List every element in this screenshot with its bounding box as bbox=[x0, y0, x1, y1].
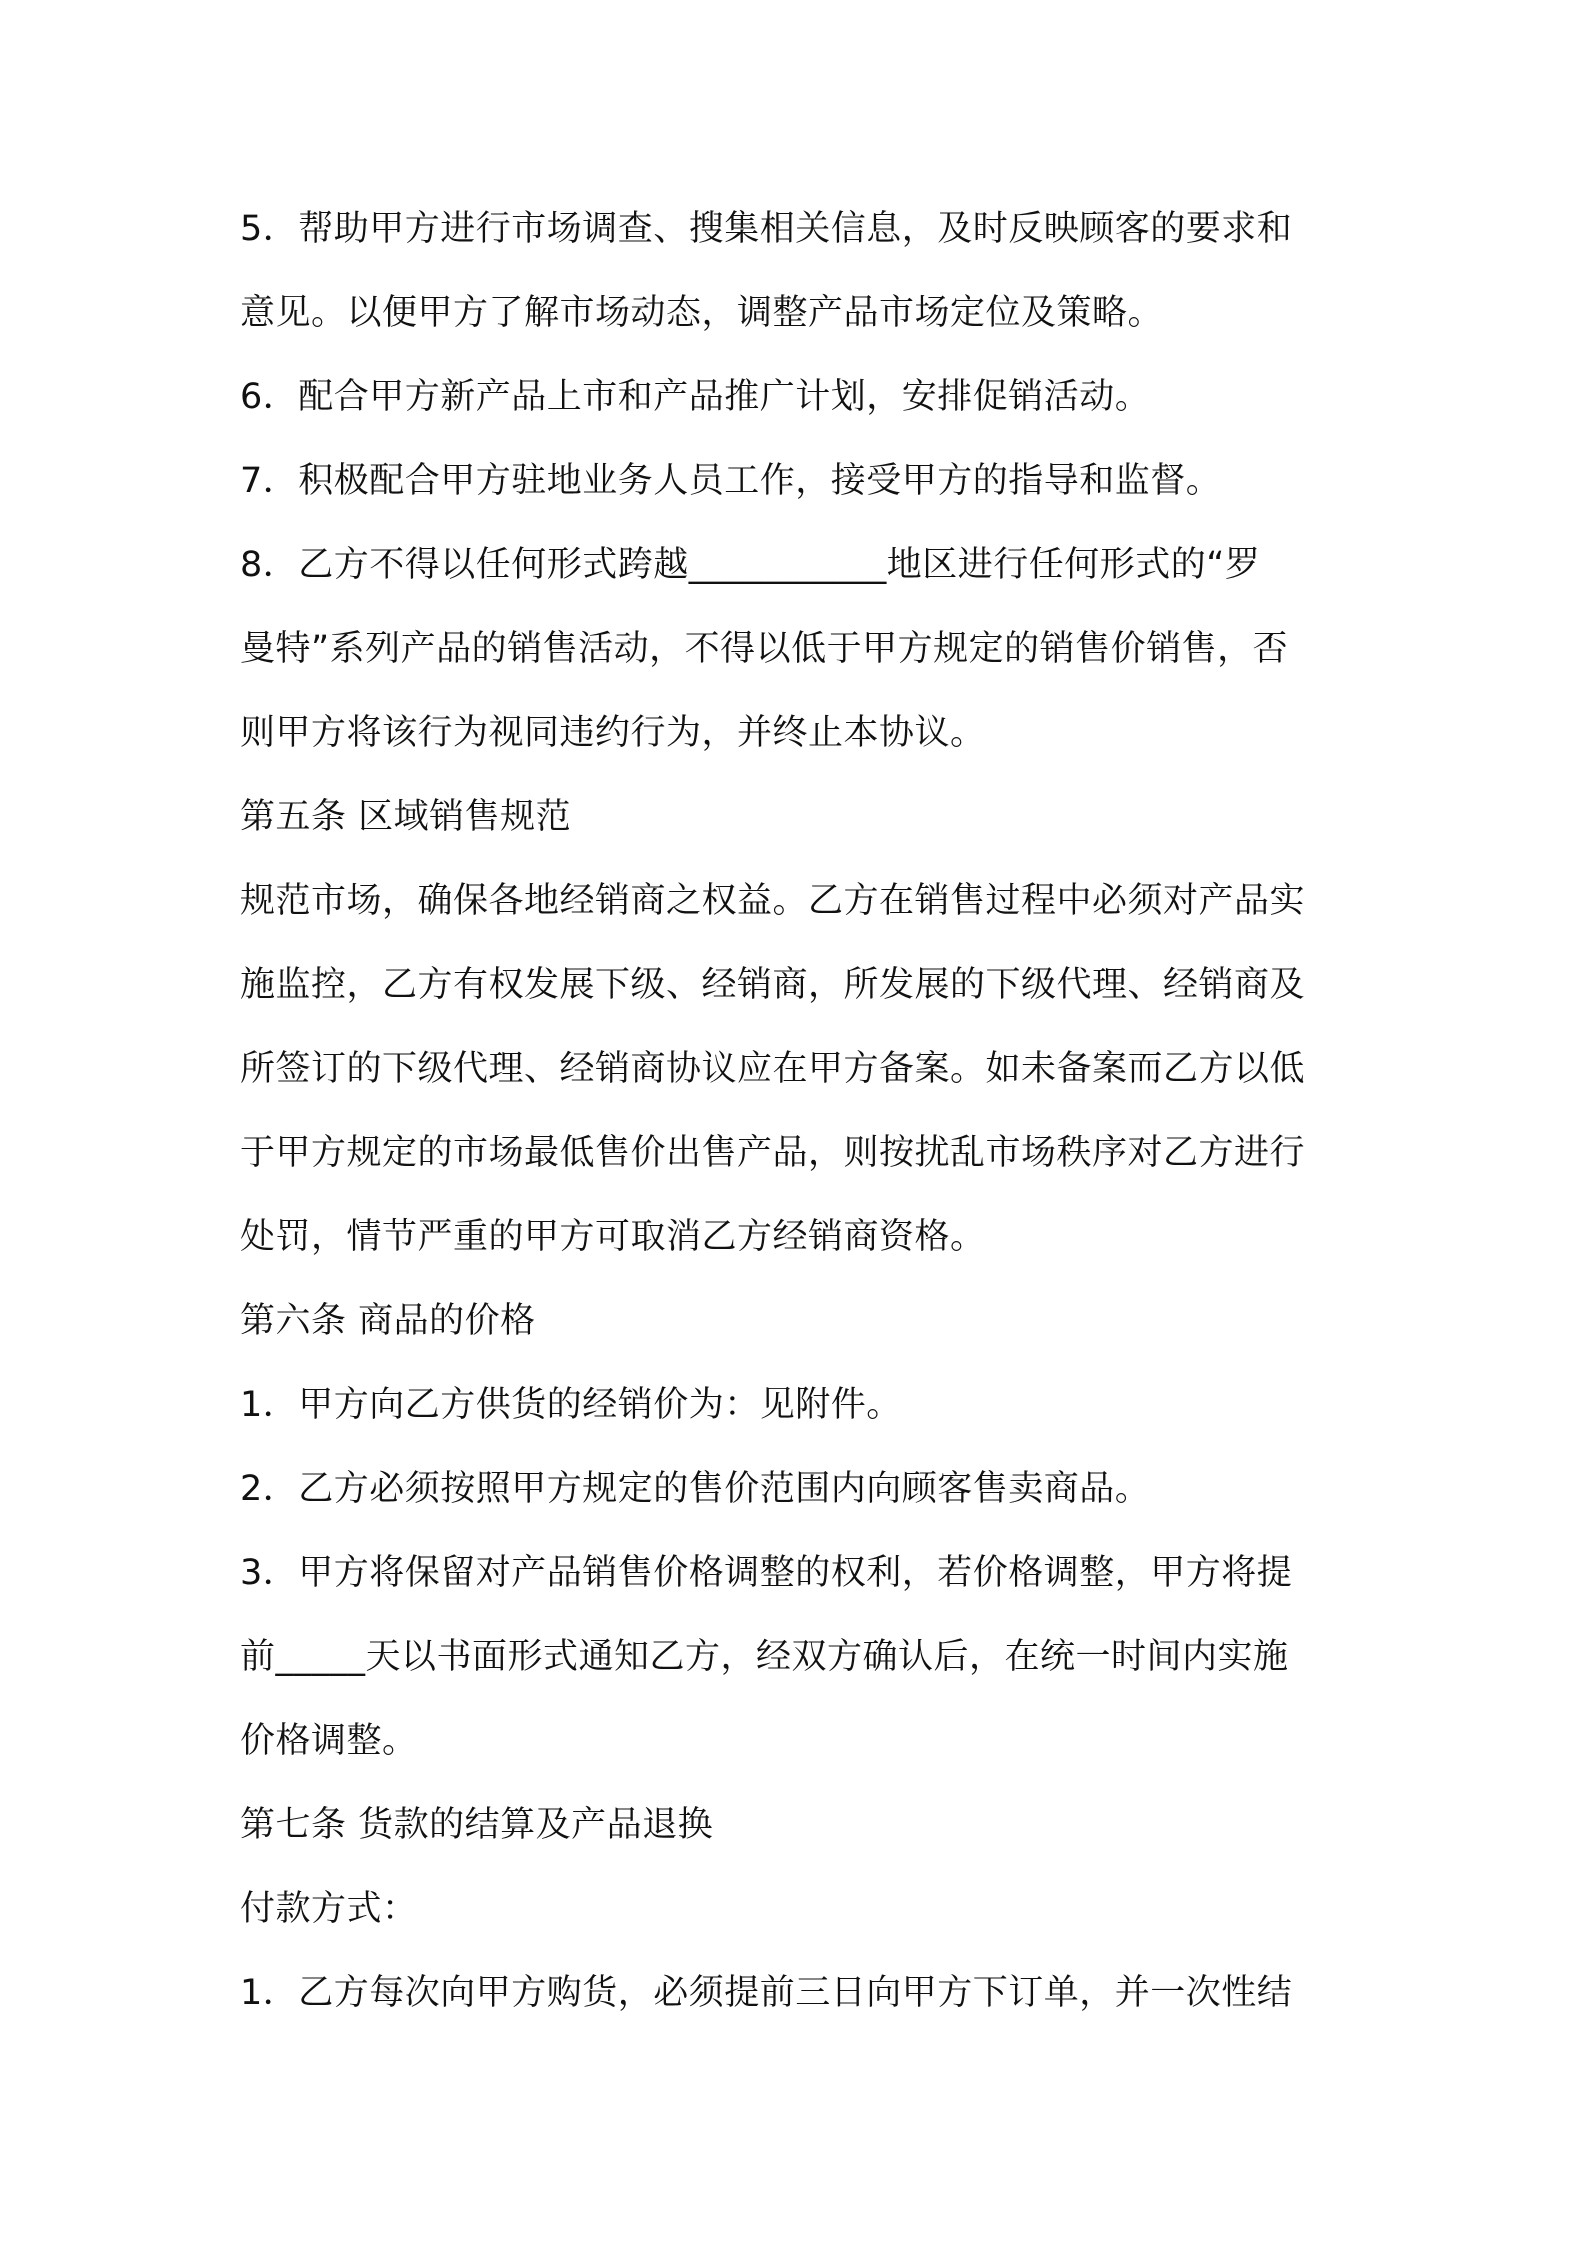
section-heading: 第五条 区域销售规范 bbox=[240, 797, 572, 837]
section-heading: 第六条 商品的价格 bbox=[240, 1301, 536, 1341]
section-heading: 第七条 货款的结算及产品退换 bbox=[240, 1805, 714, 1845]
text-line: 2．乙方必须按照甲方规定的售价范围内向顾客售卖商品。 bbox=[240, 1469, 1151, 1509]
text-line: 处罚，情节严重的甲方可取消乙方经销商资格。 bbox=[240, 1217, 986, 1257]
text-line: 7．积极配合甲方驻地业务人员工作，接受甲方的指导和监督。 bbox=[240, 461, 1222, 501]
text-line: 1．乙方每次向甲方购货，必须提前三日向甲方下订单，并一次性结 bbox=[240, 1973, 1293, 2013]
text-line: 意见。以便甲方了解市场动态，调整产品市场定位及策略。 bbox=[240, 293, 1164, 333]
text-line: 前_____天以书面形式通知乙方，经双方确认后，在统一时间内实施 bbox=[240, 1637, 1289, 1677]
text-line: 则甲方将该行为视同违约行为，并终止本协议。 bbox=[240, 713, 986, 753]
text-line: 于甲方规定的市场最低售价出售产品，则按扰乱市场秩序对乙方进行 bbox=[240, 1133, 1306, 1173]
text-line: 施监控，乙方有权发展下级、经销商，所发展的下级代理、经销商及 bbox=[240, 965, 1306, 1005]
text-line: 6．配合甲方新产品上市和产品推广计划，安排促销活动。 bbox=[240, 377, 1151, 417]
text-line: 8．乙方不得以任何形式跨越___________地区进行任何形式的“罗 bbox=[240, 545, 1261, 585]
text-line: 所签订的下级代理、经销商协议应在甲方备案。如未备案而乙方以低 bbox=[240, 1049, 1306, 1089]
text-line: 5．帮助甲方进行市场调查、搜集相关信息，及时反映顾客的要求和 bbox=[240, 209, 1293, 249]
text-line: 价格调整。 bbox=[240, 1721, 418, 1761]
text-line: 1．甲方向乙方供货的经销价为：见附件。 bbox=[240, 1385, 902, 1425]
text-line: 付款方式： bbox=[240, 1889, 418, 1929]
text-line: 规范市场，确保各地经销商之权益。乙方在销售过程中必须对产品实 bbox=[240, 881, 1306, 921]
text-line: 曼特”系列产品的销售活动，不得以低于甲方规定的销售价销售，否 bbox=[240, 629, 1289, 669]
text-line: 3．甲方将保留对产品销售价格调整的权利，若价格调整，甲方将提 bbox=[240, 1553, 1293, 1593]
